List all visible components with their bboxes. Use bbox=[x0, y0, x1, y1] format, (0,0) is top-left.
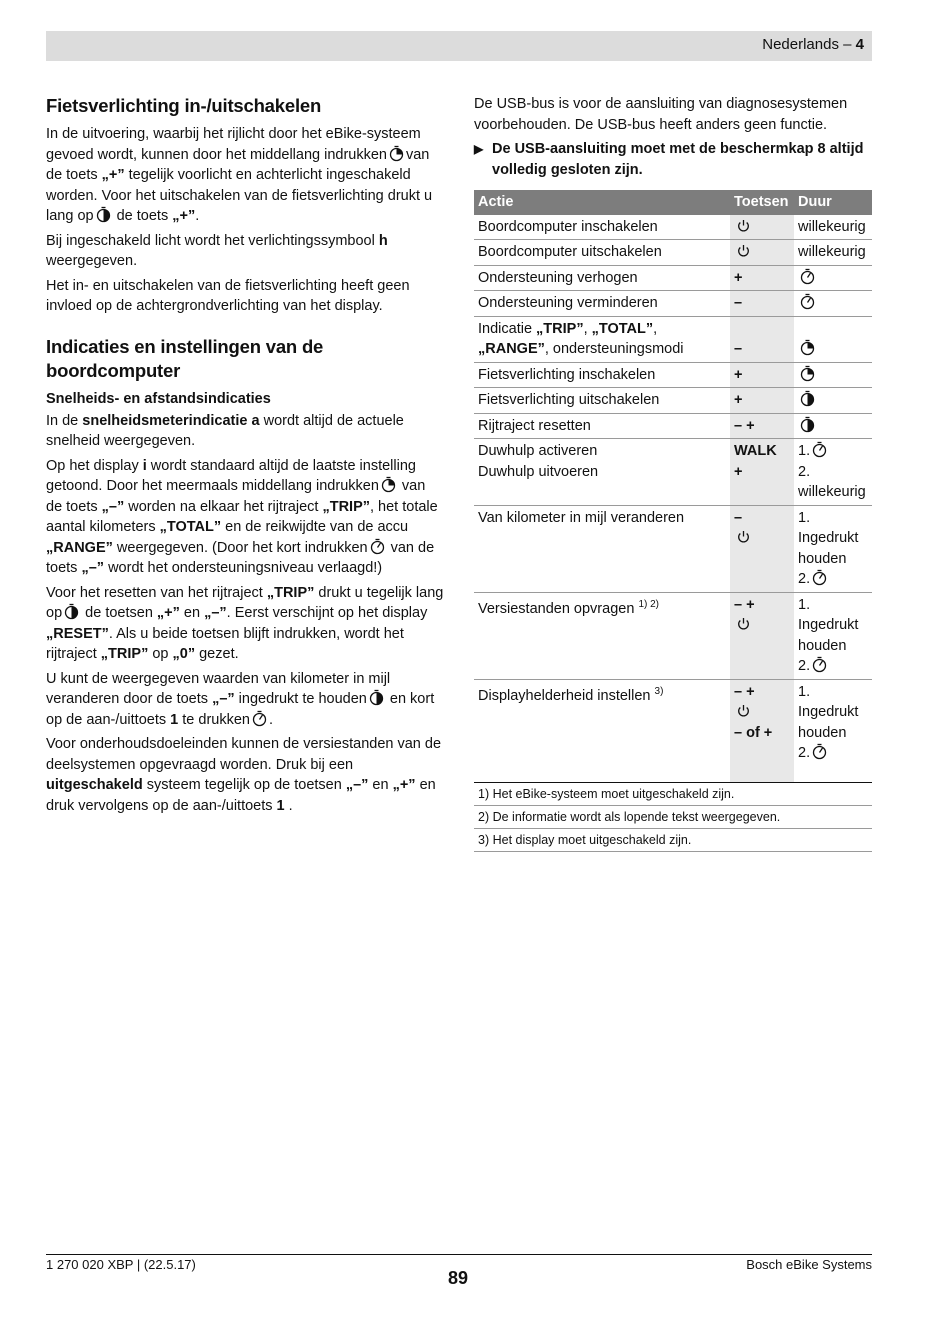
footer-company: Bosch eBike Systems bbox=[746, 1257, 872, 1272]
stopwatch-short-icon bbox=[812, 656, 827, 673]
table-row: Boordcomputer inschakelen willekeurig bbox=[474, 215, 872, 240]
stopwatch-medium-icon bbox=[381, 476, 396, 493]
stopwatch-long-icon bbox=[800, 416, 815, 433]
stopwatch-medium-icon bbox=[389, 145, 404, 162]
power-icon bbox=[736, 528, 751, 545]
paragraph-reset: Voor het resetten van het rijtraject „TRIP” drukt u tegelijk lang op de toetsen „+” en „–”. Eerst verschijnt op het display „RESET”. Als u beide toetsen blijft indrukken, wordt het rijtraject „TRIP” op „0” gezet. bbox=[46, 584, 444, 662]
paragraph-lighting-1: In de uitvoering, waarbij het rijlicht door het eBike-systeem gevoed wordt, kunnen door het middellang indrukken van de toets „+” tegelijk voorlicht en achterlicht ingeschakeld worden. Voor het uitschakelen van de fietsverlichting drukt u lang op de toets „+”. bbox=[46, 126, 433, 224]
col-header-actie: Actie bbox=[474, 190, 730, 215]
stopwatch-short-icon bbox=[812, 743, 827, 760]
left-column bbox=[46, 94, 444, 820]
table-row: Boordcomputer uitschakelen willekeurig bbox=[474, 240, 872, 266]
paragraph-versions: Voor onderhoudsdoeleinden kunnen de versiestanden van de deelsystemen opgevraagd worden. Druk bij een uitgeschakeld systeem tegelijk op de toetsen „–” en „+” en druk vervolgens op de aan-/uittoets 1 . bbox=[46, 736, 442, 814]
triangle-bullet-icon: ▶ bbox=[474, 142, 484, 156]
paragraph-usb: De USB-bus is voor de aansluiting van diagnosesystemen voorbehouden. De USB-bus heeft anders geen functie. bbox=[474, 96, 848, 133]
stopwatch-medium-icon bbox=[800, 365, 815, 382]
section-heading-indications: Indicaties en instellingen van de boordcomputer bbox=[46, 335, 324, 381]
power-icon bbox=[736, 702, 751, 719]
col-header-duur: Duur bbox=[794, 190, 872, 215]
footer-doc-id: 1 270 020 XBP | (22.5.17) bbox=[46, 1257, 196, 1272]
table-row: Fietsverlichting uitschakelen + bbox=[474, 388, 872, 414]
stopwatch-short-icon bbox=[812, 441, 827, 458]
stopwatch-short-icon bbox=[252, 710, 267, 727]
stopwatch-short-icon bbox=[800, 293, 815, 310]
table-row: Fietsverlichting inschakelen + bbox=[474, 362, 872, 388]
section-heading-lighting: Fietsverlichting in-/uitschakelen bbox=[46, 95, 322, 116]
page-number: 89 bbox=[448, 1268, 469, 1288]
table-row: Versiestanden opvragen $^{1) 2)}$ – + 1. Ingedrukt houden 2. bbox=[474, 592, 872, 679]
table-row: Van kilometer in mijl veranderen – 1. Ingedrukt houden 2. bbox=[474, 505, 872, 592]
footnote: 1) Het eBike-systeem moet uitgeschakeld zijn. bbox=[474, 782, 872, 806]
warning-usb: ▶ De USB-aansluiting moet met de beschermkap 8 altijd volledig gesloten zijn. bbox=[474, 139, 872, 180]
paragraph-lighting-2: Bij ingeschakeld licht wordt het verlichtingssymbool h weergegeven. bbox=[46, 232, 388, 269]
table-row: Duwhulp activeren Duwhulp uitvoeren WALK + 1. 2. willekeurig bbox=[474, 439, 872, 506]
stopwatch-medium-icon bbox=[800, 339, 815, 356]
stopwatch-short-icon bbox=[800, 268, 815, 285]
table-row: Rijtraject resetten – + bbox=[474, 413, 872, 439]
table-row: Displayhelderheid instellen $^{3)}$ – + – of + 1. Ingedrukt houden 2. bbox=[474, 679, 872, 782]
page-header bbox=[46, 31, 872, 61]
paragraph-display: Op het display i wordt standaard altijd de laatste instelling getoond. Door het meermaals middellang indrukken van de toets „–” worden na elkaar het rijtraject „TRIP”, het totale aantal kilometers „TOTAL” en de reikwijdte van de accu „RANGE” weergegeven. (Door het kort indrukken van de toets „–” wordt het ondersteuningsniveau verlaagd!) bbox=[46, 457, 438, 576]
power-icon bbox=[736, 217, 751, 234]
table-row: Ondersteuning verhogen + bbox=[474, 265, 872, 291]
table-row: Ondersteuning verminderen – bbox=[474, 291, 872, 317]
actions-table bbox=[474, 190, 872, 782]
footer-rule bbox=[46, 1254, 872, 1255]
table-header-row bbox=[474, 190, 872, 215]
subheading-speed: Snelheids- en afstandsindicaties bbox=[46, 390, 271, 407]
paragraph-speed: In de snelheidsmeterindicatie a wordt altijd de actuele snelheid weergegeven. bbox=[46, 412, 404, 449]
footnote: 2) De informatie wordt als lopende tekst weergegeven. bbox=[474, 806, 872, 829]
right-column bbox=[474, 94, 872, 852]
col-header-toetsen: Toetsen bbox=[730, 190, 794, 215]
stopwatch-long-icon bbox=[800, 390, 815, 407]
stopwatch-long-icon bbox=[64, 603, 79, 620]
stopwatch-long-icon bbox=[369, 689, 384, 706]
stopwatch-long-icon bbox=[96, 206, 111, 223]
paragraph-units: U kunt de weergegeven waarden van kilometer in mijl veranderen door de toets „–” ingedrukt te houden en kort op de aan-/uittoets 1 te drukken . bbox=[46, 670, 435, 728]
stopwatch-short-icon bbox=[812, 569, 827, 586]
power-icon bbox=[736, 615, 751, 632]
table-row: Indicatie „TRIP”, „TOTAL”, „RANGE”, ondersteuningsmodi – bbox=[474, 316, 872, 362]
stopwatch-short-icon bbox=[370, 538, 385, 555]
footnote: 3) Het display moet uitgeschakeld zijn. bbox=[474, 829, 872, 852]
paragraph-lighting-3: Het in- en uitschakelen van de fietsverlichting heeft geen invloed op de achtergrondverlichting van het display. bbox=[46, 277, 410, 314]
header-section-label: Nederlands – 4 bbox=[762, 36, 864, 53]
power-icon bbox=[736, 242, 751, 259]
